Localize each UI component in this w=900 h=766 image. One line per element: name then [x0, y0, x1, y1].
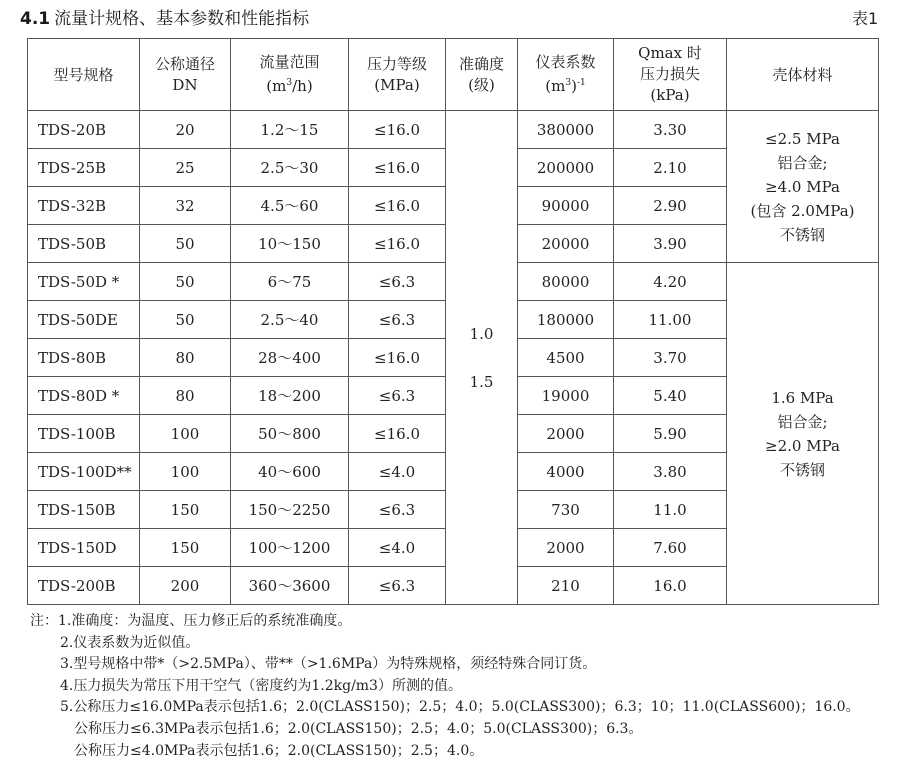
cell-loss: 11.00: [614, 301, 727, 339]
table-row: [28, 111, 879, 149]
note-line: 5.公称压力≤16.0MPa表示包括1.6；2.0(CLASS150)；2.5；4.0；5.0(CLASS300)；6.3；10；11.0(CLASS600)；16.0。: [60, 699, 860, 716]
note-line: 公称压力≤6.3MPa表示包括1.6；2.0(CLASS150)；2.5；4.0；5.0(CLASS300)；6.3。: [74, 720, 643, 737]
cell-coef: 2000: [518, 415, 614, 453]
cell-pressure: ≤16.0: [349, 149, 446, 187]
cell-loss: 2.10: [614, 149, 727, 187]
accuracy-value: 1.5: [469, 372, 494, 391]
cell-pressure: ≤16.0: [349, 111, 446, 149]
cell-pressure: ≤6.3: [349, 301, 446, 339]
header-flow: 流量范围 $(m^3/h)$: [231, 39, 349, 111]
cell-coef: 90000: [518, 187, 614, 225]
cell-model: TDS-150B: [28, 491, 140, 529]
cell-pressure: ≤6.3: [349, 263, 446, 301]
table-body: [28, 111, 879, 605]
cell-coef: 20000: [518, 225, 614, 263]
cell-model: TDS-80D *: [28, 377, 140, 415]
header-row: [28, 39, 879, 111]
accuracy-value: 1.0: [469, 324, 494, 343]
cell-dn: 50: [140, 263, 231, 301]
cell-dn: 80: [140, 339, 231, 377]
cell-pressure: ≤6.3: [349, 491, 446, 529]
accuracy-cell: [446, 111, 518, 605]
material-line: (包含 2.0MPa): [750, 201, 855, 220]
cell-loss: 5.40: [614, 377, 727, 415]
material-cell: [727, 263, 879, 605]
cell-flow: 18～200: [231, 377, 349, 415]
material-line: 不锈钢: [779, 225, 825, 244]
cell-model: TDS-50B: [28, 225, 140, 263]
cell-flow: 2.5～30: [231, 149, 349, 187]
cell-dn: 150: [140, 491, 231, 529]
cell-pressure: ≤16.0: [349, 339, 446, 377]
cell-dn: 25: [140, 149, 231, 187]
header-dn: 公称通径 DN: [140, 39, 231, 111]
cell-loss: 5.90: [614, 415, 727, 453]
material-line: ≥2.0 MPa: [765, 436, 840, 455]
cell-model: TDS-200B: [28, 567, 140, 605]
cell-loss: 2.90: [614, 187, 727, 225]
cell-loss: 3.70: [614, 339, 727, 377]
header-loss: Qmax 时 压力损失 (kPa): [614, 39, 727, 111]
cell-coef: 19000: [518, 377, 614, 415]
material-line: ≤2.5 MPa: [765, 129, 840, 148]
cell-model: TDS-50DE: [28, 301, 140, 339]
cell-dn: 100: [140, 415, 231, 453]
cell-loss: 7.60: [614, 529, 727, 567]
cell-flow: 40～600: [231, 453, 349, 491]
material-line: 1.6 MPa: [771, 388, 834, 407]
cell-flow: 150～2250: [231, 491, 349, 529]
cell-loss: 3.30: [614, 111, 727, 149]
material-line: 铝合金;: [777, 153, 828, 172]
note-line: 注：1.准确度：为温度、压力修正后的系统准确度。: [30, 613, 352, 629]
cell-coef: 2000: [518, 529, 614, 567]
section-number: 4.1: [20, 9, 51, 29]
material-cell: [727, 111, 879, 263]
cell-model: TDS-32B: [28, 187, 140, 225]
section-title: 流量计规格、基本参数和性能指标: [54, 9, 310, 29]
header-material: 壳体材料: [727, 39, 879, 111]
cell-pressure: ≤6.3: [349, 567, 446, 605]
header-pressure: 压力等级 (MPa): [349, 39, 446, 111]
cell-coef: 80000: [518, 263, 614, 301]
note-line: 4.压力损失为常压下用干空气（密度约为1.2kg/m3）所测的值。: [60, 677, 462, 694]
cell-dn: 100: [140, 453, 231, 491]
cell-coef: 380000: [518, 111, 614, 149]
spec-table: [27, 38, 879, 605]
cell-loss: 11.0: [614, 491, 727, 529]
note-line: 3.型号规格中带*（>2.5MPa）、带**（>1.6MPa）为特殊规格，须经特殊合同订货。: [60, 656, 597, 673]
cell-flow: 10～150: [231, 225, 349, 263]
header-model: 型号规格: [28, 39, 140, 111]
cell-dn: 50: [140, 301, 231, 339]
notes: [30, 611, 860, 762]
cell-model: TDS-100B: [28, 415, 140, 453]
cell-loss: 4.20: [614, 263, 727, 301]
cell-pressure: ≤16.0: [349, 225, 446, 263]
cell-flow: 28～400: [231, 339, 349, 377]
cell-model: TDS-150D: [28, 529, 140, 567]
cell-pressure: ≤16.0: [349, 187, 446, 225]
cell-flow: 2.5～40: [231, 301, 349, 339]
cell-flow: 4.5～60: [231, 187, 349, 225]
table-tag: 表1: [852, 9, 879, 28]
cell-dn: 200: [140, 567, 231, 605]
header-accuracy: 准确度 (级): [446, 39, 518, 111]
cell-model: TDS-80B: [28, 339, 140, 377]
cell-dn: 150: [140, 529, 231, 567]
material-line: 铝合金;: [777, 412, 828, 431]
cell-flow: 50～800: [231, 415, 349, 453]
cell-coef: 4000: [518, 453, 614, 491]
cell-coef: 4500: [518, 339, 614, 377]
cell-coef: 730: [518, 491, 614, 529]
cell-pressure: ≤4.0: [349, 453, 446, 491]
section-heading: [20, 4, 309, 29]
cell-coef: 180000: [518, 301, 614, 339]
cell-dn: 50: [140, 225, 231, 263]
cell-pressure: ≤4.0: [349, 529, 446, 567]
note-line: 公称压力≤4.0MPa表示包括1.6；2.0(CLASS150)；2.5；4.0。: [74, 742, 484, 759]
cell-flow: 360～3600: [231, 567, 349, 605]
material-line: 不锈钢: [779, 460, 825, 479]
note-line: 2.仪表系数为近似值。: [60, 634, 200, 651]
cell-model: TDS-25B: [28, 149, 140, 187]
cell-flow: 6～75: [231, 263, 349, 301]
cell-loss: 16.0: [614, 567, 727, 605]
cell-dn: 32: [140, 187, 231, 225]
cell-pressure: ≤16.0: [349, 415, 446, 453]
cell-flow: 100～1200: [231, 529, 349, 567]
cell-loss: 3.90: [614, 225, 727, 263]
cell-loss: 3.80: [614, 453, 727, 491]
cell-model: TDS-20B: [28, 111, 140, 149]
header-coef: 仪表系数 $(m^3)^{-1}$: [518, 39, 614, 111]
cell-coef: 210: [518, 567, 614, 605]
cell-flow: 1.2～15: [231, 111, 349, 149]
material-line: ≥4.0 MPa: [765, 177, 840, 196]
cell-pressure: ≤6.3: [349, 377, 446, 415]
cell-model: TDS-100D**: [28, 453, 140, 491]
cell-coef: 200000: [518, 149, 614, 187]
cell-dn: 20: [140, 111, 231, 149]
cell-dn: 80: [140, 377, 231, 415]
cell-model: TDS-50D *: [28, 263, 140, 301]
